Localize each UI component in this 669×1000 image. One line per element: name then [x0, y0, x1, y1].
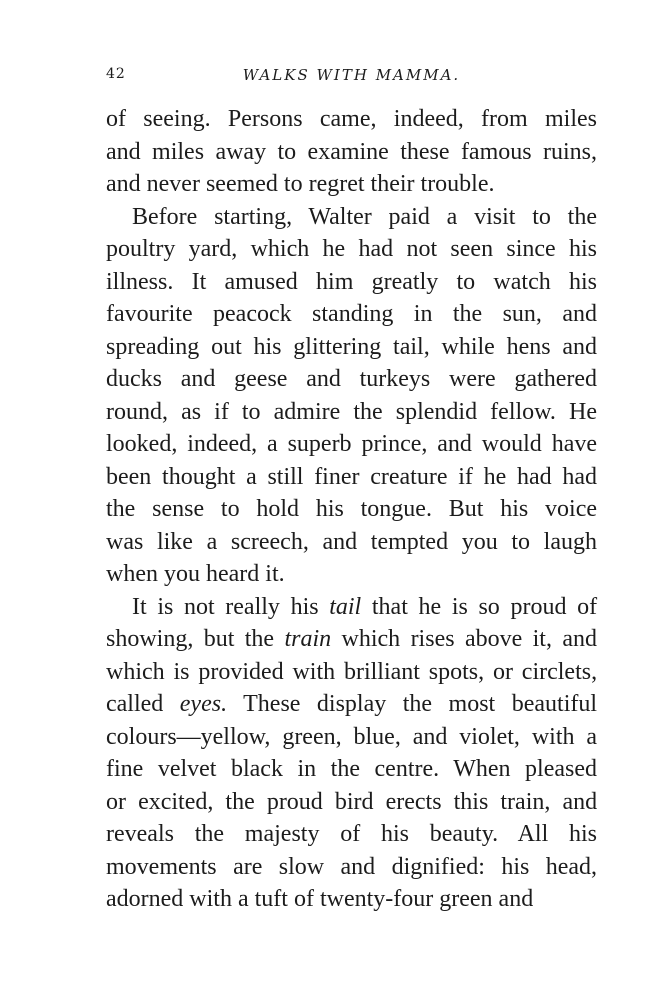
- text-line: illness. It amused him greatly to watch his: [106, 268, 597, 295]
- text-line: favourite peacock standing in the sun, and: [106, 301, 597, 327]
- page-header: [106, 60, 597, 90]
- italic-word: train: [284, 626, 332, 652]
- italic-word: eyes.: [179, 691, 228, 717]
- text-line: Before starting, Walter paid a visit to the: [132, 203, 597, 230]
- text-line: looked, indeed, a superb prince, and would have: [106, 431, 597, 457]
- text-line: colours—yellow, green, blue, and violet, with a: [106, 723, 598, 750]
- text-line: the sense to hold his tongue. But his voice: [106, 496, 597, 522]
- text-line: when you heard it.: [106, 561, 285, 587]
- text-line: showing, but the train which rises above it, and: [106, 626, 597, 652]
- running-title: WALKS WITH MAMMA.: [242, 66, 461, 84]
- body-text: [106, 103, 597, 916]
- text-line: spreading out his glittering tail, while hens and: [106, 333, 597, 360]
- text-line: movements are slow and dignified: his head,: [106, 853, 598, 880]
- text-line: reveals the majesty of his beauty. All his: [106, 821, 598, 847]
- page-number: 42: [106, 66, 126, 82]
- text-line: It is not really his tail that he is so proud of: [132, 593, 598, 620]
- text-line: called eyes. These display the most beautiful: [106, 691, 598, 717]
- text-line: round, as if to admire the splendid fellow. He: [106, 398, 597, 425]
- text-line: poultry yard, which he had not seen since his: [106, 236, 597, 262]
- text-line: fine velvet black in the centre. When pleased: [106, 756, 598, 782]
- text-line: or excited, the proud bird erects this train, and: [106, 788, 598, 815]
- text-line: which is provided with brilliant spots, or circlets,: [106, 658, 598, 685]
- text-line: been thought a still finer creature if he had had: [106, 463, 597, 490]
- text-line: and never seemed to regret their trouble.: [106, 171, 495, 197]
- text-line: of seeing. Persons came, indeed, from miles: [106, 106, 597, 132]
- italic-word: tail: [329, 593, 362, 620]
- text-line: adorned with a tuft of twenty-four green and: [106, 886, 534, 912]
- text-line: ducks and geese and turkeys were gathered: [106, 366, 597, 392]
- text-line: and miles away to examine these famous ruins,: [106, 138, 597, 165]
- text-line: was like a screech, and tempted you to laugh: [106, 528, 597, 555]
